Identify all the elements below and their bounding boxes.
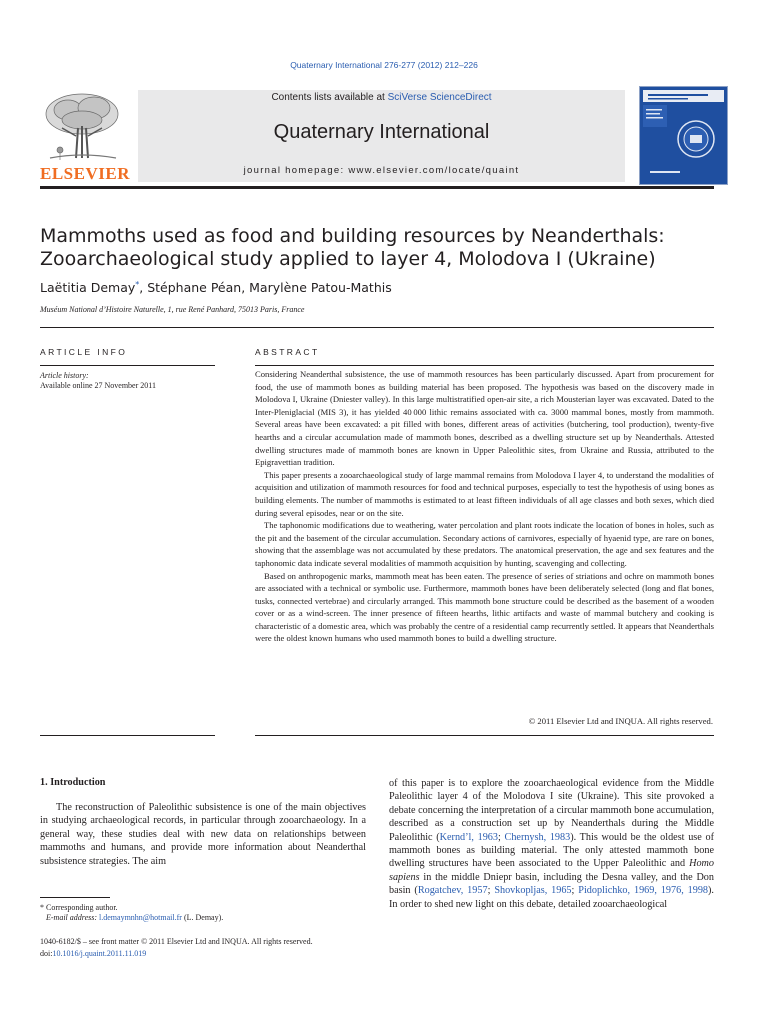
article-info-heading: ARTICLE INFO — [40, 347, 128, 357]
article-info-rule-bottom — [40, 735, 215, 736]
corresponding-author-mark[interactable]: * — [135, 280, 140, 289]
email-footnote — [40, 913, 223, 922]
abstract-text — [255, 368, 714, 645]
abstract-rule — [255, 365, 714, 366]
abstract-rule-bottom — [255, 735, 714, 736]
text-segment: ). In order to shed new light on this debate, detailed zooarchaeological — [389, 885, 714, 910]
author-demay[interactable]: Laëtitia Demay — [40, 280, 136, 296]
reference-rogatchev-1957[interactable]: Rogatchev, 1957 — [417, 885, 488, 897]
text-separator: ; — [487, 885, 495, 897]
footnote-corresponding-text: Corresponding author. — [44, 903, 118, 912]
journal-homepage[interactable]: journal homepage: www.elsevier.com/locate/quaint — [243, 165, 520, 176]
doi-label: doi: — [40, 949, 53, 958]
article-history-date: Available online 27 November 2011 — [40, 381, 156, 390]
abstract-paragraph: Based on anthropogenic marks, mammoth meat has been eaten. The presence of series of striations and ochre on mammoth bones are associated with a technical or symbolic use. Furthermore, mammoth bones have been deliberately selected (long and flat bones, tusks, connected vertebrae) and circularly arranged. This mammoth bone structure could be described as the basement of a wooden cover or as a wind-screen. The inner presence of fifteen hearths, lithic artifacts and waste of mammal butchery and cooking is characteristic of a domestic area, which was probably the centre of a residential camp recurrently settled. It appears that Neanderthals were the oldest known humans who used mammoth bones to build a dwelling structure. — [255, 570, 714, 644]
journal-title: Quaternary International — [273, 121, 490, 143]
reference-kerndl-1963[interactable]: Kernd’l, 1963 — [439, 831, 498, 843]
introduction-paragraph-left: The reconstruction of Paleolithic subsistence is one of the main objectives in studying archaeological records, in particular through zooarchaeology. In a general way, these studies deal with new data on relationships between mammoths and humans, and provide more information about Neanderthal subsistence strategies. The aim — [40, 802, 366, 867]
text-segment: of this paper is to explore the zooarchaeological evidence from the Middle Paleolithic layer 4 of the Molodova I site (Ukraine). This site provoked a debate concerning the interpretation of a circular mammoth bone accumulation, described as a construction set up by Neanderthals during the Middle Paleolithic ( — [389, 778, 714, 843]
email-suffix: (L. Demay). — [181, 913, 224, 922]
abstract-paragraph: This paper presents a zooarchaeological study of large mammal remains from Molodova I layer 4, to understand the modalities of acquisition and utilization of mammoth resources for food and technical purposes, especially to test the hypothesis of using bones as building elements. The number of mammoths is estimated to at least fifteen individuals of all age classes and both sexes, which died during several episodes, near or on the site. — [255, 469, 714, 518]
co-authors: , Stéphane Péan, Marylène Patou-Mathis — [139, 280, 392, 296]
author-list — [40, 280, 392, 295]
footnote-rule — [40, 897, 110, 898]
reference-chernysh-1983[interactable]: Chernysh, 1983 — [504, 831, 571, 843]
species-name: Homo sapiens — [389, 858, 714, 883]
abstract-paragraph: The taphonomic modifications due to weathering, water percolation and plant roots indicate the location of bones in holes, such as the pit and the basement of the circular accumulation. Secondary actions of carnivores, especially of hyaenid type, are rare on bones, showing that the assemblage was not accumulated by these predators. The anatomical preservation, the age and sex features and the taphonomic data indicate several modalities of mammoth acquisition by hunting, scavenging and collecting. — [255, 520, 714, 568]
author-email-link[interactable]: l.demaymnhn@hotmail.fr — [99, 913, 182, 922]
article-title: Mammoths used as food and building resources by Neanderthals: Zooarchaeological study applied to layer 4, Molodova I (Ukraine) — [40, 225, 665, 270]
reference-shovkopljas-1965[interactable]: Shovkopljas, 1965 — [494, 885, 572, 897]
article-info-rule — [40, 365, 215, 366]
abstract-heading: ABSTRACT — [255, 347, 320, 357]
journal-cover-thumbnail[interactable] — [639, 86, 728, 185]
contents-availability-line — [138, 92, 625, 103]
text-segment: in the middle Dniepr basin, including the Desna valley, and the Don basin ( — [389, 871, 714, 897]
doi-line — [40, 949, 146, 958]
text-segment: ). This would be the oldest use of mammoth bones as building material. The only attested mammoth bone dwelling structures have been associated to the Upper Paleolithic and — [389, 831, 714, 870]
title-rule — [40, 327, 714, 328]
abstract-paragraph: Considering Neanderthal subsistence, the use of mammoth resources has been particularly discussed. Apart from procurement for food, the use of mammoth bones as building material has been proposed. The hypothesis was based on the discovery made in Molodova I, Ukraine (Dniester valley). In this large multistratified open-air site, a rich Mousterian layer was excavated. Dated to the Inter-Pleniglacial (MIS 3), it has yielded 40 000 lithic remains associated with ca. 3000 mammal bones, mostly from mammoth. Several areas have been excavated: a pit filled with bones, different areas of activities (butchering, tool production), twenty-five hearths and a circular accumulation made of mammoth bones, described as a dwelling structure set up by Neanderthals. Attested dwelling structures made of mammoth bones are known in Upper Paleolithic sites, from Ukraine and Russia, attributed to the Epigravettian tradition. — [255, 369, 714, 468]
abstract-copyright: © 2011 Elsevier Ltd and INQUA. All rights reserved. — [528, 716, 713, 726]
elsevier-wordmark: ELSEVIER — [40, 164, 130, 183]
article-history-label: Article history: — [40, 371, 89, 380]
issn-line: 1040-6182/$ – see front matter © 2011 Elsevier Ltd and INQUA. All rights reserved. — [40, 937, 313, 946]
sciencedirect-link[interactable]: SciVerse ScienceDirect — [387, 92, 492, 103]
doi-link[interactable]: 10.1016/j.quaint.2011.11.019 — [52, 949, 147, 958]
contents-prefix: Contents lists available at — [271, 92, 388, 103]
introduction-paragraph-right — [389, 777, 714, 911]
text-separator: ; — [571, 885, 579, 897]
reference-pidoplichko[interactable]: Pidoplichko, 1969, 1976, 1998 — [578, 885, 709, 897]
author-affiliation: Muséum National d’Histoire Naturelle, 1, rue René Panhard, 75013 Paris, France — [40, 305, 305, 314]
text-separator: ; — [497, 831, 505, 843]
email-label: E-mail address: — [46, 913, 100, 922]
journal-citation-link[interactable]: Quaternary International 276-277 (2012) 212–226 — [290, 60, 478, 70]
introduction-heading: 1. Introduction — [40, 777, 106, 788]
footnote-mark: * — [40, 903, 44, 912]
header-rule — [40, 186, 714, 189]
corresponding-author-footnote — [40, 903, 118, 912]
